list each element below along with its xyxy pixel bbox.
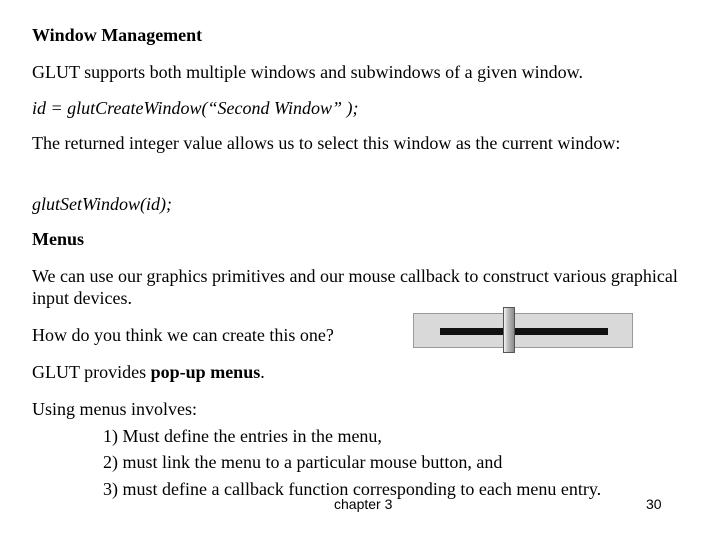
step-3: 3) must define a callback function corresponding to each menu entry. bbox=[103, 479, 602, 499]
footer-page-number: 30 bbox=[646, 496, 662, 512]
step-2: 2) must link the menu to a particular mouse button, and bbox=[103, 452, 503, 472]
text-returned-value: The returned integer value allows us to select this window as the current window: bbox=[32, 133, 621, 153]
slider-widget bbox=[413, 313, 633, 348]
text-question: How do you think we can create this one? bbox=[32, 325, 334, 345]
heading-menus: Menus bbox=[32, 229, 85, 249]
text-using-menus: Using menus involves: bbox=[32, 399, 197, 419]
text-graphics-primitives: We can use our graphics primitives and our mouse callback to construct various graphical input devices. bbox=[32, 266, 678, 308]
text-glut-supports: GLUT supports both multiple windows and subwindows of a given window. bbox=[32, 62, 583, 82]
footer-chapter: chapter 3 bbox=[334, 496, 393, 512]
text-popup-menus bbox=[32, 361, 265, 383]
slider-thumb bbox=[503, 307, 515, 353]
step-1: 1) Must define the entries in the menu, bbox=[103, 426, 382, 446]
heading-window-management: Window Management bbox=[32, 25, 203, 45]
popup-menus-term: pop-up menus bbox=[150, 362, 261, 382]
slider-track bbox=[440, 328, 608, 335]
code-create-window: id = glutCreateWindow(“Second Window” ); bbox=[32, 98, 359, 118]
popup-suffix: . bbox=[260, 362, 265, 382]
code-set-window: glutSetWindow(id); bbox=[32, 194, 172, 214]
popup-prefix: GLUT provides bbox=[32, 362, 151, 382]
